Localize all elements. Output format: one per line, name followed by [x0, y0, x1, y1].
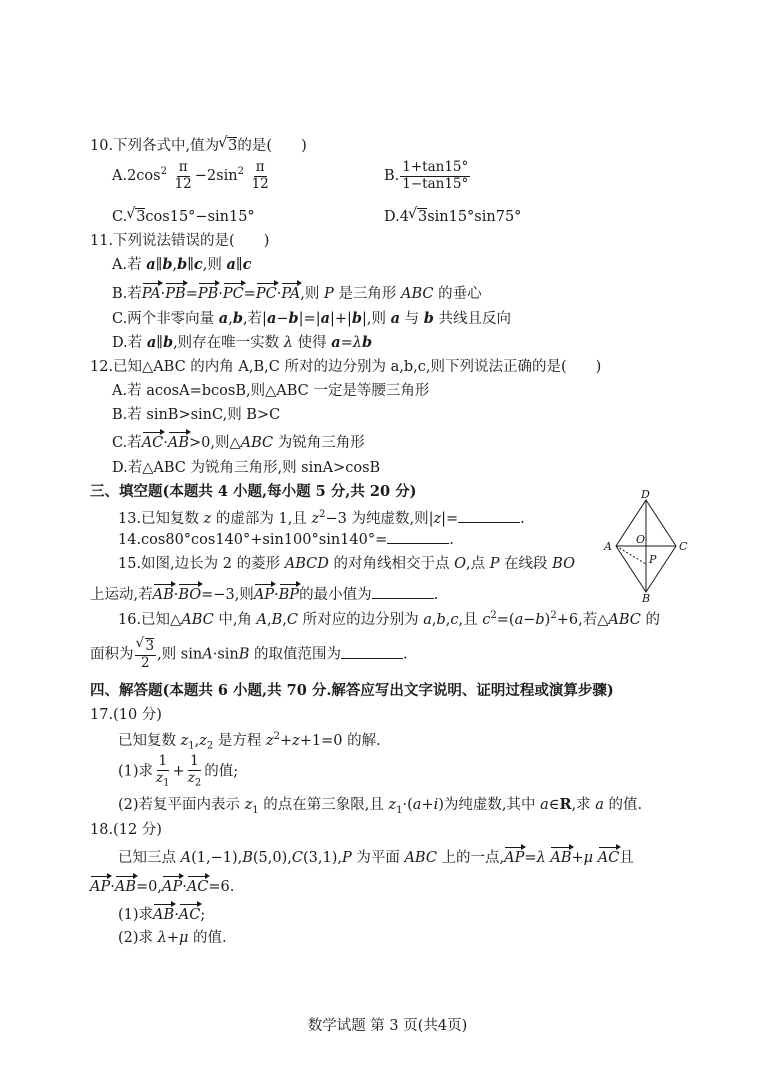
q10-option-c: C.√ 3cos15°−sin15°: [112, 208, 255, 226]
q10-option-b: B. $\frac{1+\tan 15^\circ}{1-\tan 15^\circ}$: [384, 159, 469, 192]
q15-line1: 15.如图,边长为 2 的菱形 ABCD 的对角线相交于点 O,点 P 在线段 BO: [118, 556, 575, 572]
point-label-p: P: [649, 553, 657, 566]
q18-stem-line1: 已知三点 A(1,−1),B(5,0),C(3,1),P 为平面 ABC 上的一点,AP=λ AB+μ AC且: [118, 850, 634, 866]
q18-part2: (2)求 λ+μ 的值.: [118, 930, 227, 946]
q18-stem-line2: AP·AB=0,AP·AC=6.: [90, 879, 235, 895]
vertex-label-d: D: [641, 490, 650, 501]
q17-part2: (2)若复平面内表示 $z_1$ 的点在第三象限,且 $z_1\cdot(a+i)$为纯虚数,其中 a∈R,求 a 的值.: [118, 796, 643, 816]
vertex-label-a: A: [604, 540, 612, 553]
q13: 13.已知复数 z 的虚部为 1,且 $z^2-3$ 为纯虚数,则|z|= .: [118, 509, 525, 527]
q18-heading: 18.(12 分): [90, 822, 162, 838]
section-3-heading: 三、填空题(本题共 4 小题,每小题 5 分,共 20 分): [90, 483, 417, 500]
q12-option-a: A.若 acosA=bcosB,则△ABC 一定是等腰三角形: [112, 383, 430, 399]
q10-option-d: D.4√ 3sin15°sin75°: [384, 208, 521, 226]
vertex-label-b: B: [642, 592, 651, 602]
q12-option-c: C.若AC·AB>0,则△ABC 为锐角三角形: [112, 435, 365, 451]
q11-option-a: A.若 a∥b,b∥c,则 a∥c: [112, 256, 252, 273]
q11-option-b: B.若PA·PB=PB·PC=PC·PA,则 P 是三角形 ABC 的垂心: [112, 286, 482, 302]
q12-option-b: B.若 sinB>sinC,则 B>C: [112, 407, 281, 423]
page-footer: 数学试题 第 3 页(共4页): [307, 1018, 468, 1034]
q17-heading: 17.(10 分): [90, 707, 162, 723]
section-4-heading: 四、解答题(本题共 6 小题,共 70 分.解答应写出文字说明、证明过程或演算步骤): [90, 682, 614, 699]
q11-stem: 11.下列说法错误的是( ): [90, 233, 270, 249]
q11-option-d: D.若 a∥b,则存在唯一实数 λ 使得 a=λb: [112, 334, 373, 351]
rhombus-diagram: [596, 490, 706, 602]
q10-stem: 10.下列各式中,值为√ 3的是( ): [90, 137, 307, 155]
q17-part1: (1)求 $\frac{1}{z_1}$ + $\frac{1}{z_2}$ 的值;: [118, 753, 239, 789]
q16-line1: 16.已知△ABC 中,角 A,B,C 所对应的边分别为 a,b,c,且 $c^2=(a-b)^2+6$,若△ABC 的: [118, 610, 660, 628]
q16-line2: 面积为 √ $\frac{3}{2}$ ,则 sinA·sinB 的取值范围为 .: [90, 638, 408, 671]
q18-part1: (1)求AB·AC;: [118, 907, 206, 923]
q17-stem: 已知复数 $z_1,z_2$ 是方程 $z^2+z+1=0$ 的解.: [118, 731, 381, 752]
q15-line2: 上运动,若AB·BO=−3,则AP·BP的最小值为 .: [90, 587, 439, 603]
center-label-o: O: [636, 533, 646, 546]
q12-stem: 12.已知△ABC 的内角 A,B,C 所对的边分别为 a,b,c,则下列说法正确的是( ): [90, 359, 602, 375]
q10-option-a: $A.2\cos^2$ $\frac{\pi}{12}$ $-2\sin^2$ $\frac{\pi}{12}$: [112, 159, 269, 192]
q12-option-d: D.若△ABC 为锐角三角形,则 sinA>cosB: [112, 460, 381, 476]
vertex-label-c: C: [679, 540, 688, 553]
q14: 14.cos80°cos140°+sin100°sin140°= .: [118, 532, 454, 548]
q11-option-c: C.两个非零向量 a,b,若|a−b|=|a|+|b|,则 a 与 b 共线且反向: [112, 310, 512, 327]
